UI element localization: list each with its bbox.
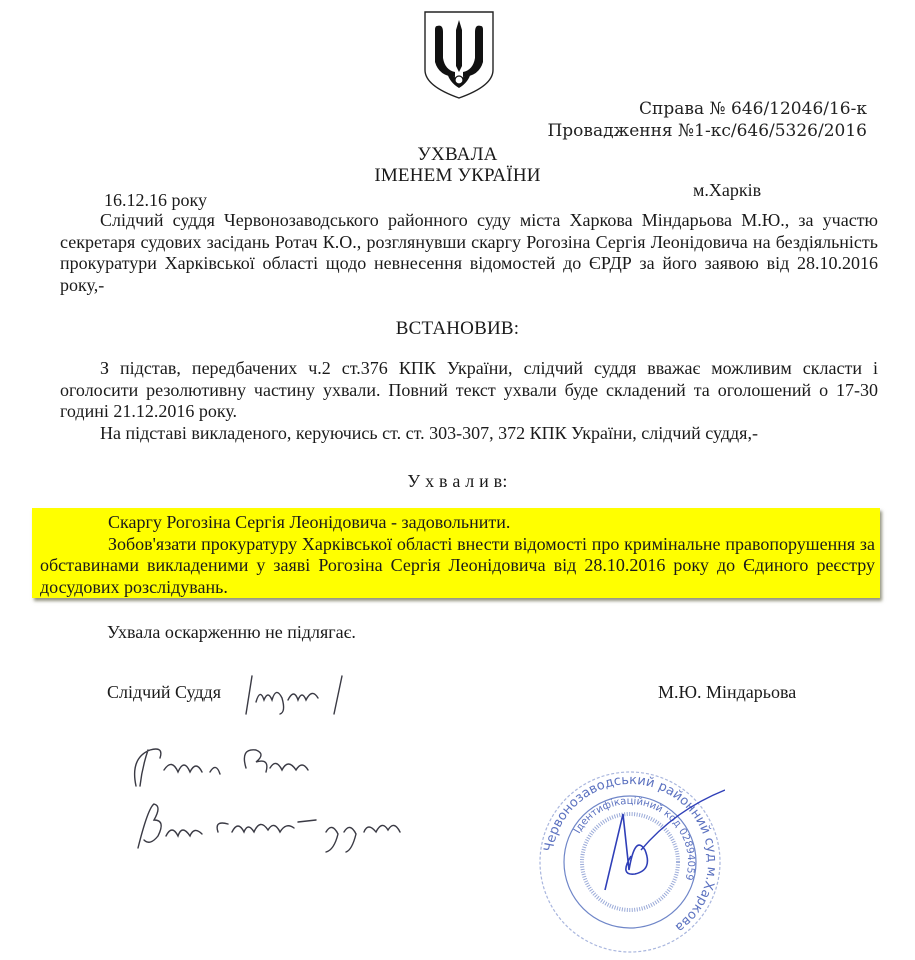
coat-of-arms-icon xyxy=(419,8,499,100)
handwritten-line-2 xyxy=(138,804,400,852)
ruling-section xyxy=(40,512,875,598)
appeal-note: Ухвала оскарженню не підлягає. xyxy=(107,622,356,642)
case-number: Справа № 646/12046/16-к xyxy=(639,99,867,119)
established-section xyxy=(60,358,878,444)
document-subtitle: ІМЕНЕМ УКРАЇНИ xyxy=(374,165,541,186)
document-title: УХВАЛА xyxy=(417,144,498,165)
signer-role: Слідчий Суддя xyxy=(107,682,221,702)
signature-mark xyxy=(238,672,358,718)
ruled-heading: У х в а л и в: xyxy=(407,471,508,491)
handwritten-line-1 xyxy=(135,749,308,786)
document-city: м.Харків xyxy=(693,180,762,200)
ruling-paragraph-1: Скаргу Рогозіна Сергія Леонідовича - задовольнити. xyxy=(108,512,511,532)
document-date: 16.12.16 року xyxy=(104,190,207,210)
proceeding-number: Провадження №1-кс/646/5326/2016 xyxy=(547,121,867,141)
signer-name: М.Ю. Міндарьова xyxy=(658,682,797,702)
established-paragraph-1: З підстав, передбачених ч.2 ст.376 КПК України, слідчий суддя вважає можливим скласти і оголосити резолютивну частину ухвали. Повний текст ухвали буде складений та оголошений о 17-30 годині 21.12.2016 року. xyxy=(60,358,878,421)
ruling-paragraph-2: Зобов'язати прокуратуру Харківської області внести відомості про кримінальне правопорушення за обставинами викладеними у заяві Рогозіна Сергія Леонідовича від 28.10.2016 року до Єдиного реєстру досудових розслідувань. xyxy=(40,533,875,597)
intro-paragraph: Слідчий суддя Червонозаводського районного суду міста Харкова Міндарьова М.Ю., за участю секретаря судових засідань Ротач К.О., розглянувши скаргу Рогозіна Сергія Леонідовича на бездіяльність прокуратури Харківської області щодо невнесення відомостей до ЄРДР за його заявою від 28.10.2016 року,- xyxy=(60,210,878,295)
stamp-outer-text: Червонозаводський районний суд м.Харкова xyxy=(541,772,720,935)
established-heading: ВСТАНОВИВ: xyxy=(395,318,520,339)
handwritten-certification xyxy=(120,728,420,858)
court-stamp xyxy=(535,770,725,955)
established-paragraph-2: На підставі викладеного, керуючись ст. ст. 303-307, 372 КПК України, слідчий суддя,- xyxy=(100,422,758,443)
stamp-inner-text: Ідентифікаційний код 02894059 xyxy=(572,795,697,882)
intro-section xyxy=(60,210,878,296)
